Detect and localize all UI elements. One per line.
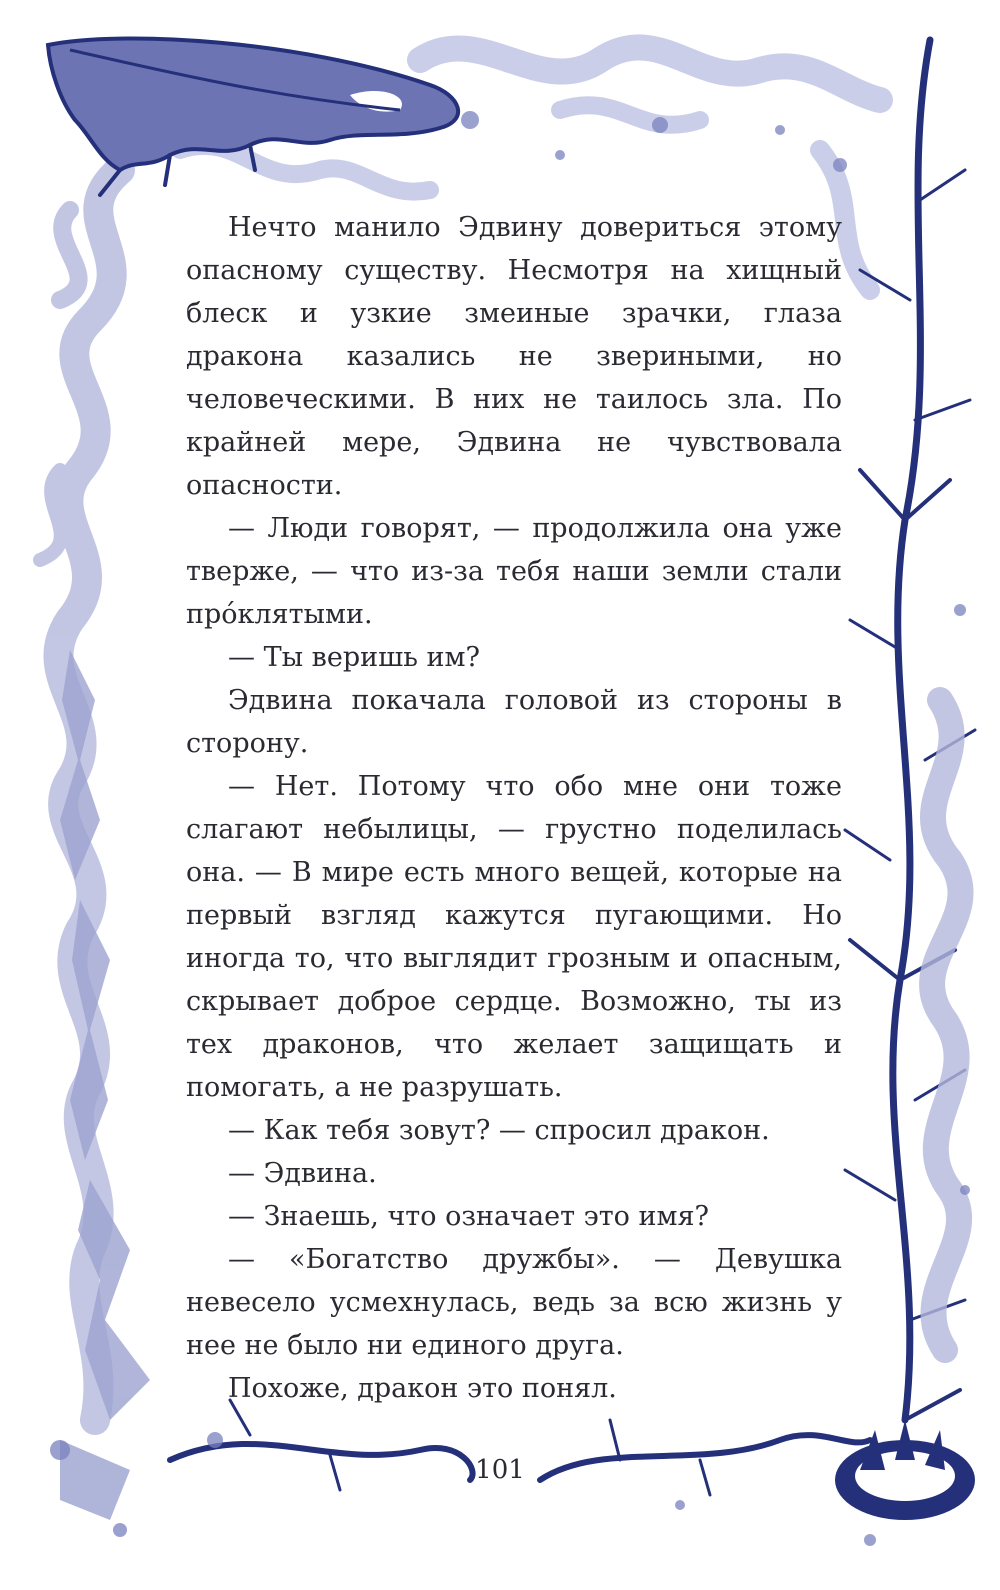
paragraph: Похоже, дракон это понял. [228, 1373, 617, 1404]
page-number: 101 [475, 1455, 525, 1485]
paragraph: Эдвина покачала головой из стороны в сторону. [186, 685, 842, 759]
paragraph: — «Богатство дружбы». — Девушка невесело усмехнулась, ведь за всю жизнь у нее не было ни единого друга. [186, 1244, 842, 1361]
paragraph: — Знаешь, что означает это имя? [228, 1201, 709, 1232]
paragraph: — Ты веришь им? [228, 642, 480, 673]
paragraph: — Эдвина. [228, 1158, 377, 1189]
paragraph: — Как тебя зовут? — спросил дракон. [228, 1115, 770, 1146]
right-mist-border [932, 700, 960, 1350]
paragraph: Нечто манило Эдвину довериться этому опасному существу. Несмотря на хищный блеск и узкие змеиные зрачки, глаза дракона казались не звериными, но человеческими. В них не таилось зла. По крайней мере, Эдвина не чувствовала опасности. [186, 212, 842, 501]
page-body-text [186, 206, 842, 1410]
paragraph: — Нет. Потому что обо мне они тоже слагают небылицы, — грустно поделилась она. — В мире есть много вещей, которые на первый взгляд кажутся пугающими. Но иногда то, что выглядит грозным и опасным, скрывает доброе сердце. Возможно, ты из тех драконов, что желает защищать и помогать, а не разрушать. [186, 771, 842, 1103]
paragraph: — Люди говорят, — продолжила она уже тверже, — что из-за тебя наши земли стали про́клятыми. [186, 513, 842, 630]
